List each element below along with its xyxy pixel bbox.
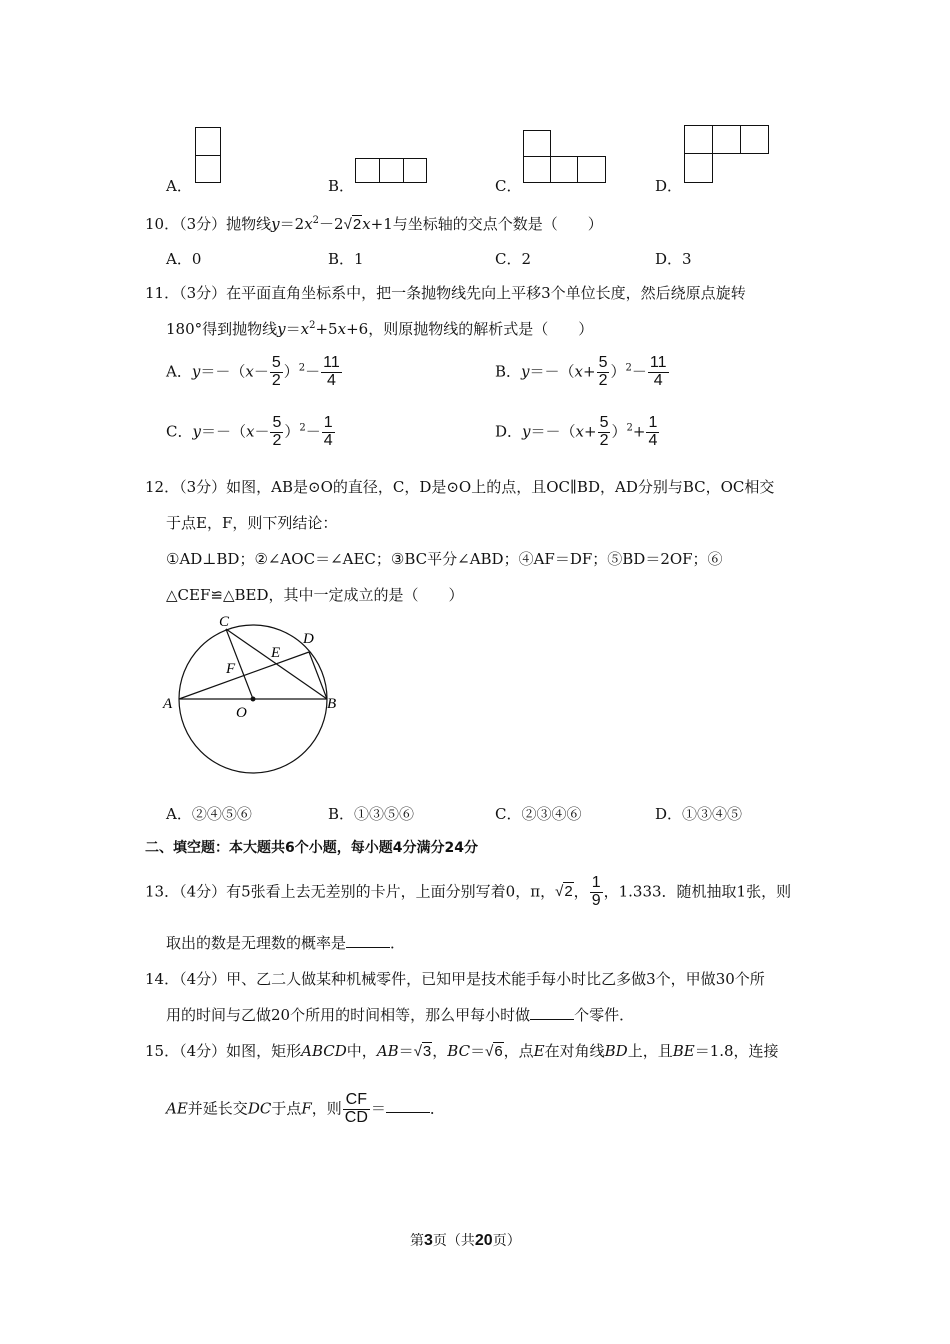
q15-eq1: ＝ — [398, 1042, 414, 1060]
q13-number: 13． — [145, 882, 180, 901]
q14-number: 14． — [145, 970, 180, 988]
q11-option-b — [495, 355, 670, 390]
q13-answer-blank[interactable] — [346, 933, 390, 948]
frac-denominator: 4 — [653, 371, 663, 389]
q14-line2-pre: 用的时间与乙做20个所用的时间相等，那么甲每小时做 — [166, 1006, 531, 1024]
q11-line1-text: 在平面直角坐标系中，把一条抛物线先向上平移3个单位长度，然后绕原点旋转 — [226, 284, 746, 302]
q12-number: 12． — [145, 478, 180, 496]
footer-total-pages: 20 — [474, 1232, 493, 1249]
q10-stem — [145, 213, 603, 234]
q10-sqrt: √2 — [343, 216, 362, 233]
frac-numerator: 11 — [323, 354, 340, 371]
q11-d-y: y — [522, 422, 531, 441]
q15-sqrt3-radicand: 3 — [422, 1043, 432, 1060]
q14-line1 — [145, 968, 765, 989]
q15-line1-mid1: 中， — [346, 1042, 377, 1060]
q13-line1-post: ，1.333．随机抽取1张，则 — [603, 882, 792, 901]
frac-denominator: 4 — [323, 431, 333, 449]
q10-option-d: D．3 — [655, 250, 692, 268]
footer-page-number: 3 — [424, 1232, 433, 1249]
frac-denominator: 2 — [272, 431, 282, 449]
q11-a-frac-5-2 — [270, 355, 283, 390]
label-o: O — [236, 705, 247, 721]
label-b: B — [327, 696, 337, 712]
q15-sqrt-3: √3 — [413, 1043, 432, 1060]
q15-be: BE — [672, 1042, 695, 1060]
q11-c-eq: ＝－（ — [200, 422, 246, 441]
q15-dc: DC — [247, 1099, 272, 1118]
page-footer — [410, 1230, 521, 1250]
footer-mid: 页（共 — [432, 1233, 475, 1249]
q11-option-a-label: A． — [166, 362, 192, 381]
q11-a-tail-minus: － — [305, 362, 321, 381]
q15-ab: AB — [376, 1042, 399, 1060]
q11-option-d — [495, 415, 660, 450]
q15-line1-mid3: 在对角线 — [544, 1042, 605, 1060]
q11-d-frac-1-4 — [646, 415, 659, 450]
q11-d-plus: + — [584, 422, 597, 441]
q12-option-c: C．②③④⑥ — [495, 805, 582, 823]
q11-line2-sq: 2 — [309, 320, 316, 331]
q15-line1-mid2: ，点 — [503, 1042, 534, 1060]
q14-line2-post: 个零件． — [574, 1006, 635, 1024]
q11-c-x: x — [245, 422, 255, 441]
q9-option-d-label: D． — [655, 177, 683, 195]
q11-b-y: y — [521, 362, 530, 381]
q12-line2: 于点E，F，则下列结论： — [166, 514, 338, 532]
label-f: F — [226, 661, 236, 677]
q10-expr-eq: ＝2 — [279, 215, 305, 233]
frac-numerator: 1 — [648, 414, 658, 431]
q11-line1 — [145, 282, 746, 303]
q13-sqrt-radicand: 2 — [564, 883, 573, 901]
frac-numerator: 1 — [591, 874, 601, 891]
frac-numerator: 5 — [599, 414, 609, 431]
q15-sqrt6-radicand: 6 — [494, 1043, 503, 1060]
q11-b-frac-11-4 — [648, 355, 669, 390]
q11-a-y: y — [191, 362, 201, 381]
q12-circle-figure — [155, 605, 355, 780]
q12-option-d: D．①③④⑤ — [655, 805, 743, 823]
q10-option-b: B．1 — [328, 250, 364, 268]
q15-line2-eq: ＝ — [370, 1099, 386, 1118]
frac-denominator: 2 — [271, 371, 281, 389]
q12-line1-text: 如图，AB是⊙O的直径，C，D是⊙O上的点，且OC∥BD，AD分别与BC，OC相交 — [226, 478, 775, 496]
q15-bc: BC — [447, 1042, 471, 1060]
q15-line2-mid3: ，则 — [311, 1099, 342, 1118]
q13-line2-pre: 取出的数是无理数的概率是 — [166, 934, 347, 952]
q15-line2-mid2: 于点 — [271, 1099, 302, 1118]
q9-option-b-label: B． — [328, 177, 355, 195]
q11-line2-mid: +5 — [315, 320, 338, 338]
q13-line1-pre: 有5张看上去无差别的卡片，上面分别写着0，π， — [226, 882, 556, 901]
q15-number: 15． — [145, 1042, 180, 1060]
q10-score: （3分） — [179, 215, 227, 233]
frac-denominator: 2 — [598, 371, 608, 389]
q11-a-frac-11-4 — [321, 355, 342, 390]
label-a: A — [163, 696, 173, 712]
q11-a-rparen: ） — [283, 362, 299, 381]
q12-option-a: A．②④⑤⑥ — [166, 805, 252, 823]
q11-a-sq: 2 — [298, 362, 306, 374]
frac-denominator: 2 — [599, 431, 609, 449]
q12-line4: △CEF≌△BED，其中一定成立的是（ ） — [166, 586, 464, 604]
q15-ae: AE — [166, 1099, 188, 1118]
q11-option-c-label: C． — [166, 422, 193, 441]
q11-b-plus: + — [583, 362, 596, 381]
q11-c-frac-1-4 — [322, 415, 335, 450]
q11-b-frac-5-2 — [597, 355, 610, 390]
q11-a-eq: ＝－（ — [200, 362, 246, 381]
q10-sqrt-radicand: 2 — [352, 216, 362, 233]
q11-c-rparen: ） — [284, 422, 300, 441]
q11-line2-pre: 180°得到抛物线 — [166, 320, 278, 338]
q11-c-frac-5-2 — [270, 415, 283, 450]
q15-f: F — [301, 1099, 312, 1118]
label-d: D — [303, 631, 314, 647]
q10-expr-mid: －2 — [319, 215, 344, 233]
q11-d-rparen: ） — [611, 422, 627, 441]
q11-line2-eq: ＝ — [285, 320, 301, 338]
frac-numerator: 11 — [649, 354, 667, 371]
q10-expr-sq: 2 — [312, 215, 320, 226]
q11-d-x: x — [575, 422, 584, 441]
q11-score: （3分） — [179, 284, 227, 302]
section-2-heading: 二、填空题：本大题共6个小题，每小题4分满分24分 — [145, 840, 478, 856]
q11-d-frac-5-2 — [598, 415, 611, 450]
frac-denominator: 4 — [326, 371, 336, 389]
q11-c-tail-minus: － — [305, 422, 321, 441]
q9-option-c-label: C． — [495, 177, 522, 195]
chord-db — [309, 652, 327, 699]
q10-expr-tail: +1 — [370, 215, 393, 233]
frac-numerator: CF — [343, 1092, 370, 1110]
q15-abcd: ABCD — [301, 1042, 347, 1060]
q10-expr-x2: x — [362, 215, 371, 233]
q15-line2-post: ． — [429, 1099, 445, 1118]
q11-d-eq: ＝－（ — [530, 422, 576, 441]
q11-c-sq: 2 — [299, 422, 306, 434]
q15-line2-mid1: 并延长交 — [187, 1099, 248, 1118]
footer-post: 页） — [492, 1233, 521, 1249]
q11-b-tail-minus: － — [631, 362, 647, 381]
q11-d-sq: 2 — [626, 422, 633, 434]
q11-number: 11． — [145, 284, 180, 302]
q10-option-a: A．0 — [166, 250, 202, 268]
q10-expr-y: y — [271, 215, 280, 233]
q15-frac-cf-cd — [343, 1092, 370, 1127]
q10-option-c: C．2 — [495, 250, 532, 268]
q15-line1: 15．（4分）如图，矩形ABCD中，AB＝√3，BC＝√6，点E在对角线BD上，且BE＝1.8，连接 — [145, 1042, 779, 1060]
q13-score: （4分） — [179, 882, 227, 901]
q11-line2-tail: +6，则原抛物线的解析式是（ ） — [346, 320, 594, 338]
frac-numerator: 1 — [323, 414, 333, 431]
q11-d-tail-plus: + — [632, 422, 646, 441]
q15-line1-pre: 如图，矩形 — [226, 1042, 302, 1060]
q10-number: 10． — [145, 215, 180, 233]
q14-line2 — [166, 1004, 634, 1025]
frac-numerator: 5 — [598, 354, 608, 371]
q15-score: （4分） — [179, 1042, 227, 1060]
q14-line1-text: 甲、乙二人做某种机械零件，已知甲是技术能手每小时比乙多做3个，甲做30个所 — [226, 970, 765, 988]
q10-expr-x: x — [304, 215, 313, 233]
q14-answer-blank[interactable] — [530, 1005, 574, 1020]
q15-line1-tail: ＝1.8，连接 — [694, 1042, 779, 1060]
q11-b-rparen: ） — [610, 362, 626, 381]
q15-eq2: ＝ — [470, 1042, 486, 1060]
label-c: C — [219, 614, 230, 630]
frac-denominator: CD — [344, 1108, 368, 1126]
q13-frac-1-9 — [590, 875, 603, 910]
q12-line1 — [145, 476, 774, 497]
q11-b-x: x — [574, 362, 583, 381]
q11-line2-y: y — [277, 320, 286, 338]
q12-line3: ①AD⊥BD；②∠AOC＝∠AEC；③BC平分∠ABD；④AF＝DF；⑤BD＝2OF；⑥ — [166, 550, 723, 568]
q11-option-a — [166, 355, 343, 390]
q11-c-y: y — [192, 422, 201, 441]
q15-bd: BD — [604, 1042, 628, 1060]
center-point-o — [251, 697, 256, 702]
q14-score: （4分） — [179, 970, 227, 988]
q13-sqrt-2: √2 — [555, 883, 573, 901]
q11-c-minus: － — [254, 422, 270, 441]
q10-text-post: 与坐标轴的交点个数是（ ） — [392, 215, 603, 233]
q12-option-b: B．①③⑤⑥ — [328, 805, 415, 823]
frac-denominator: 9 — [591, 891, 601, 909]
q11-option-b-label: B． — [495, 362, 522, 381]
frac-numerator: 5 — [271, 354, 281, 371]
q12-score: （3分） — [179, 478, 227, 496]
q15-line2 — [166, 1092, 445, 1127]
q11-a-x: x — [245, 362, 254, 381]
frac-numerator: 5 — [272, 414, 282, 431]
q11-line2-x: x — [300, 320, 310, 338]
q11-option-c — [166, 415, 336, 450]
q9-option-a-label: A． — [166, 177, 192, 195]
q13-line2-post: ． — [390, 934, 406, 952]
q10-text-pre: 抛物线 — [226, 215, 272, 233]
q11-a-minus: － — [253, 362, 269, 381]
q15-sqrt-6: √6 — [485, 1043, 503, 1060]
q11-b-eq: ＝－（ — [529, 362, 575, 381]
q11-line2-x2: x — [337, 320, 347, 338]
q11-option-d-label: D． — [495, 422, 523, 441]
q15-answer-blank[interactable] — [386, 1098, 430, 1113]
q13-line2 — [166, 932, 405, 953]
q13-line1: 13．（4分）有5张看上去无差别的卡片，上面分别写着0，π，√2， $\frac{1}{9}$ ，1.333．随机抽取1张，则 — [145, 874, 792, 909]
q11-b-sq: 2 — [625, 362, 632, 374]
footer-pre: 第 — [410, 1233, 424, 1249]
q15-line1-mid4: 上，且 — [627, 1042, 673, 1060]
frac-denominator: 4 — [648, 431, 658, 449]
label-e: E — [271, 645, 281, 661]
q15-e: E — [533, 1042, 545, 1060]
q11-line2 — [166, 318, 593, 339]
